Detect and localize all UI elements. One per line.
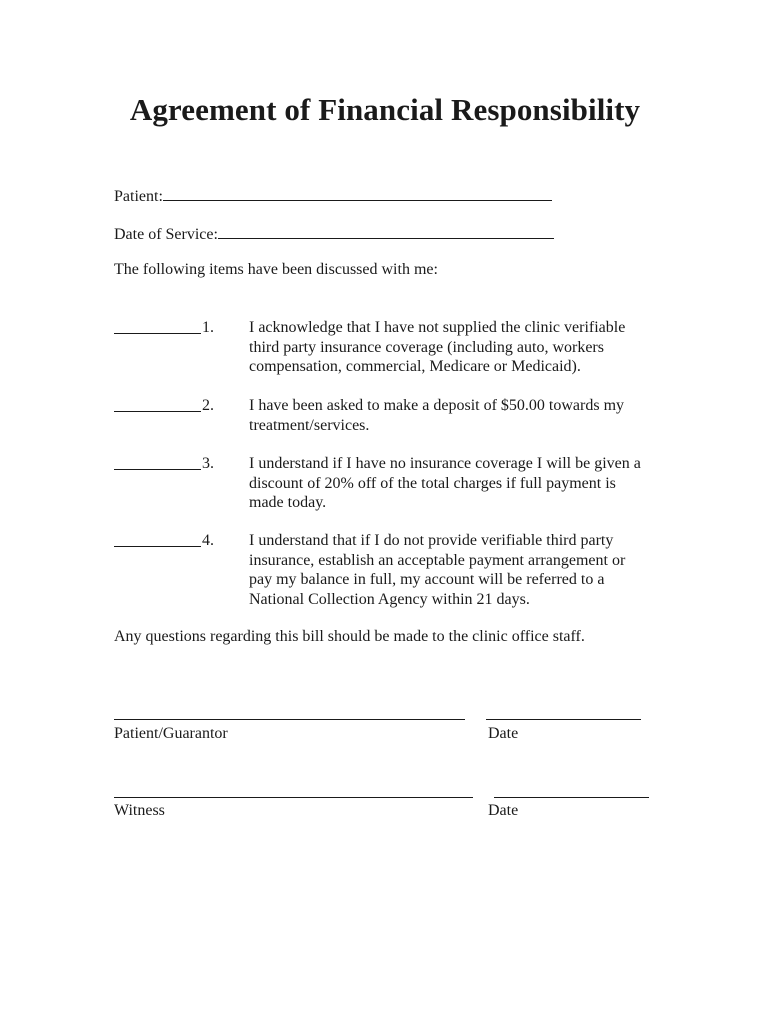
witness-label: Witness	[114, 802, 165, 819]
item-text-line: I have been asked to make a deposit of $50.00 towards my	[249, 397, 625, 414]
item-text-line: I understand that if I do not provide verifiable third party	[249, 532, 614, 549]
item-text	[249, 318, 669, 377]
initials-blank-line[interactable]	[114, 531, 201, 547]
date-of-service-label: Date of Service:	[114, 226, 218, 243]
patient-field[interactable]	[114, 184, 552, 206]
patient-guarantor-signature-line[interactable]	[114, 719, 465, 720]
date-of-service-field[interactable]	[114, 222, 554, 244]
item-text-line: discount of 20% off of the total charges if full payment is	[249, 474, 616, 492]
date-signature-line-1[interactable]	[486, 719, 641, 720]
intro-text: The following items have been discussed with me:	[114, 261, 438, 278]
item-text-line: I understand if I have no insurance coverage I will be given a	[249, 455, 641, 472]
item-text	[249, 396, 669, 435]
initials-blank-line[interactable]	[114, 318, 201, 334]
patient-label: Patient:	[114, 188, 163, 205]
item-text-line: made today.	[249, 494, 327, 511]
date-label-1: Date	[488, 725, 519, 742]
item-text	[249, 531, 669, 609]
item-number: 1.	[202, 319, 214, 336]
patient-blank-line[interactable]	[163, 184, 552, 201]
item-text-line: third party insurance coverage (including auto, workers	[249, 338, 604, 356]
date-of-service-blank-line[interactable]	[218, 222, 554, 239]
witness-signature-line[interactable]	[114, 797, 473, 798]
item-text-line: compensation, commercial, Medicare or Medicaid).	[249, 358, 581, 375]
item-text-line: treatment/services.	[249, 416, 370, 434]
document-title: Agreement of Financial Responsibility	[129, 92, 641, 127]
item-number: 2.	[202, 397, 214, 414]
item-text-line: insurance, establish an acceptable payment arrangement or	[249, 551, 626, 569]
item-text	[249, 454, 669, 513]
item-text-line: pay my balance in full, my account will be referred to a	[249, 571, 605, 588]
closing-text: Any questions regarding this bill should be made to the clinic office staff.	[114, 628, 585, 645]
date-signature-line-2[interactable]	[494, 797, 649, 798]
item-number: 4.	[202, 532, 214, 549]
item-text-line: National Collection Agency within 21 days.	[249, 590, 530, 608]
item-text-line: I acknowledge that I have not supplied the clinic verifiable	[249, 319, 626, 336]
initials-blank-line[interactable]	[114, 454, 201, 470]
item-number: 3.	[202, 455, 214, 472]
initials-blank-line[interactable]	[114, 396, 201, 412]
patient-guarantor-label: Patient/Guarantor	[114, 725, 228, 742]
date-label-2: Date	[488, 802, 519, 819]
